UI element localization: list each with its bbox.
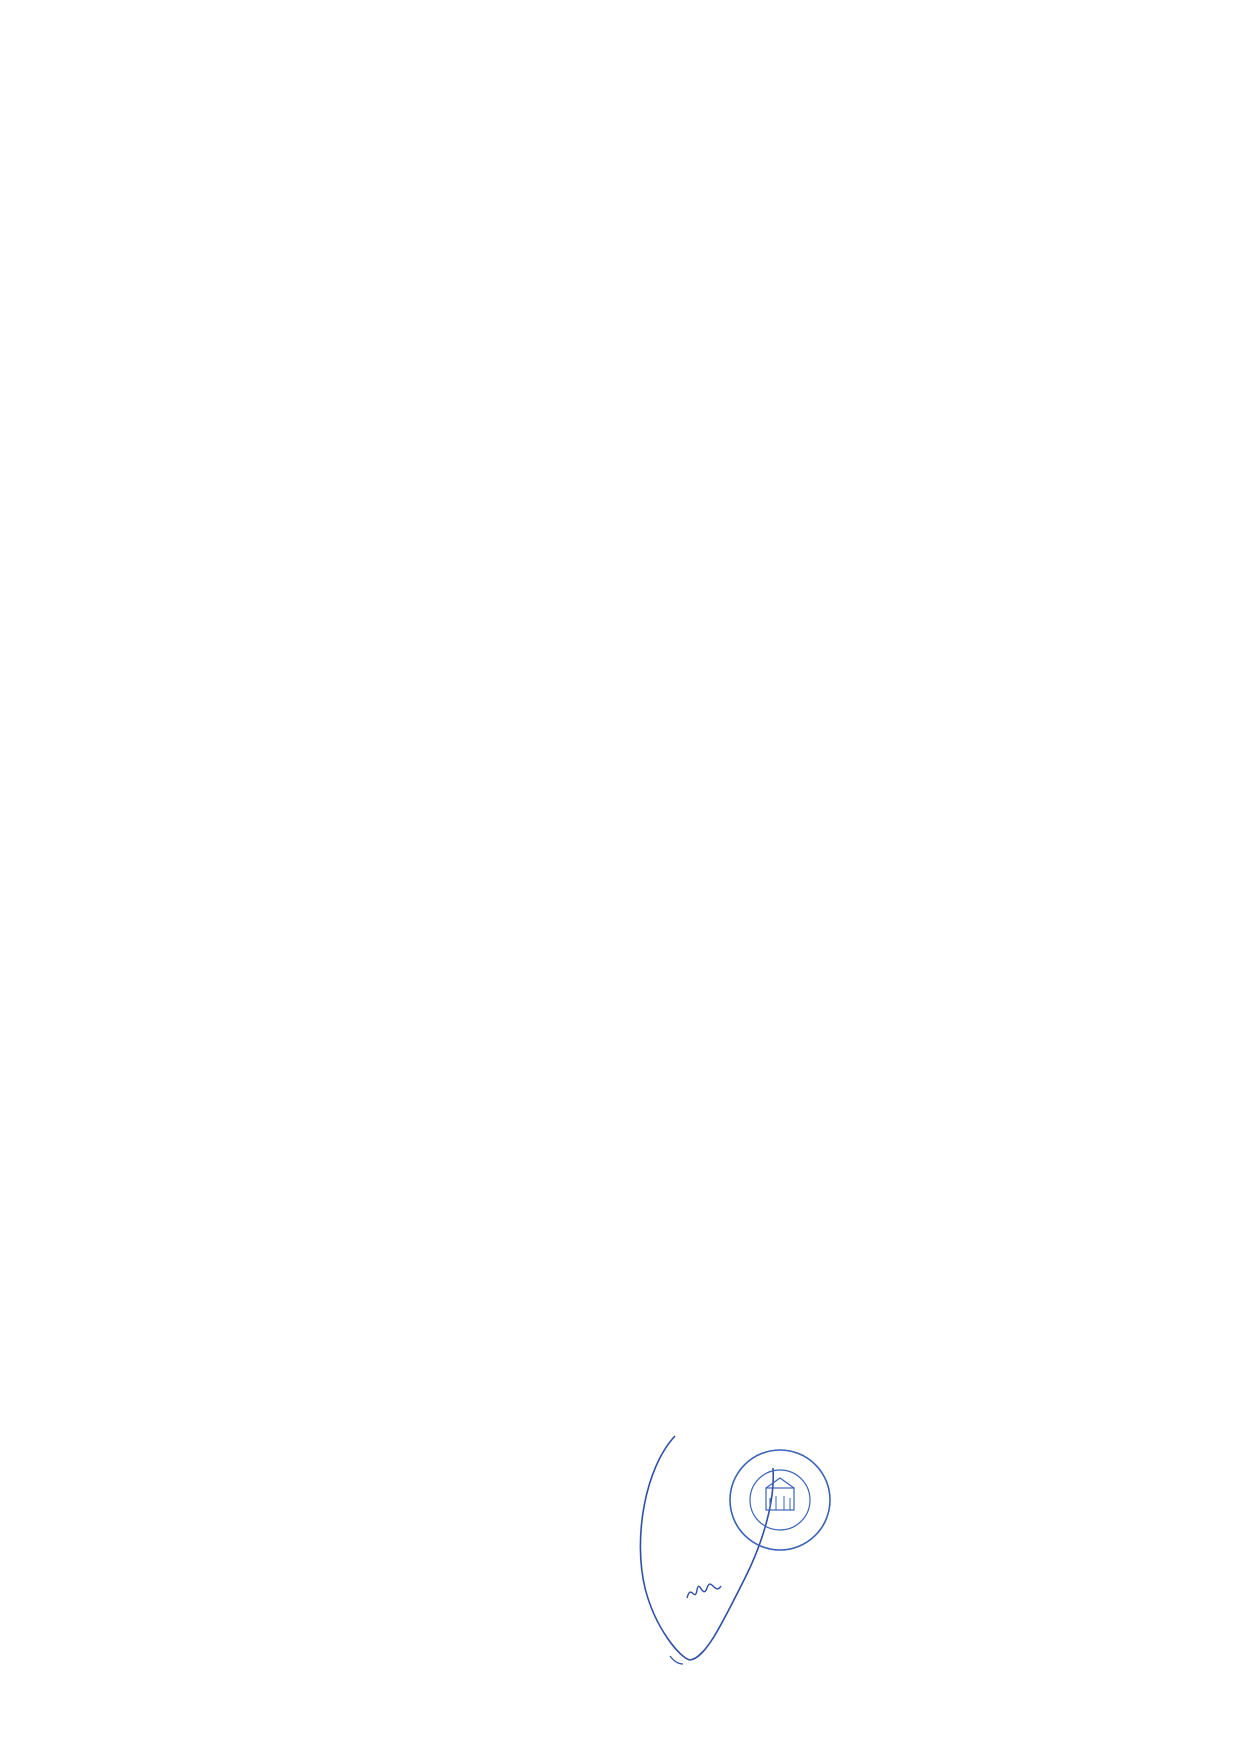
articles-list (186, 879, 1074, 901)
municipal-seal (726, 1446, 834, 1554)
